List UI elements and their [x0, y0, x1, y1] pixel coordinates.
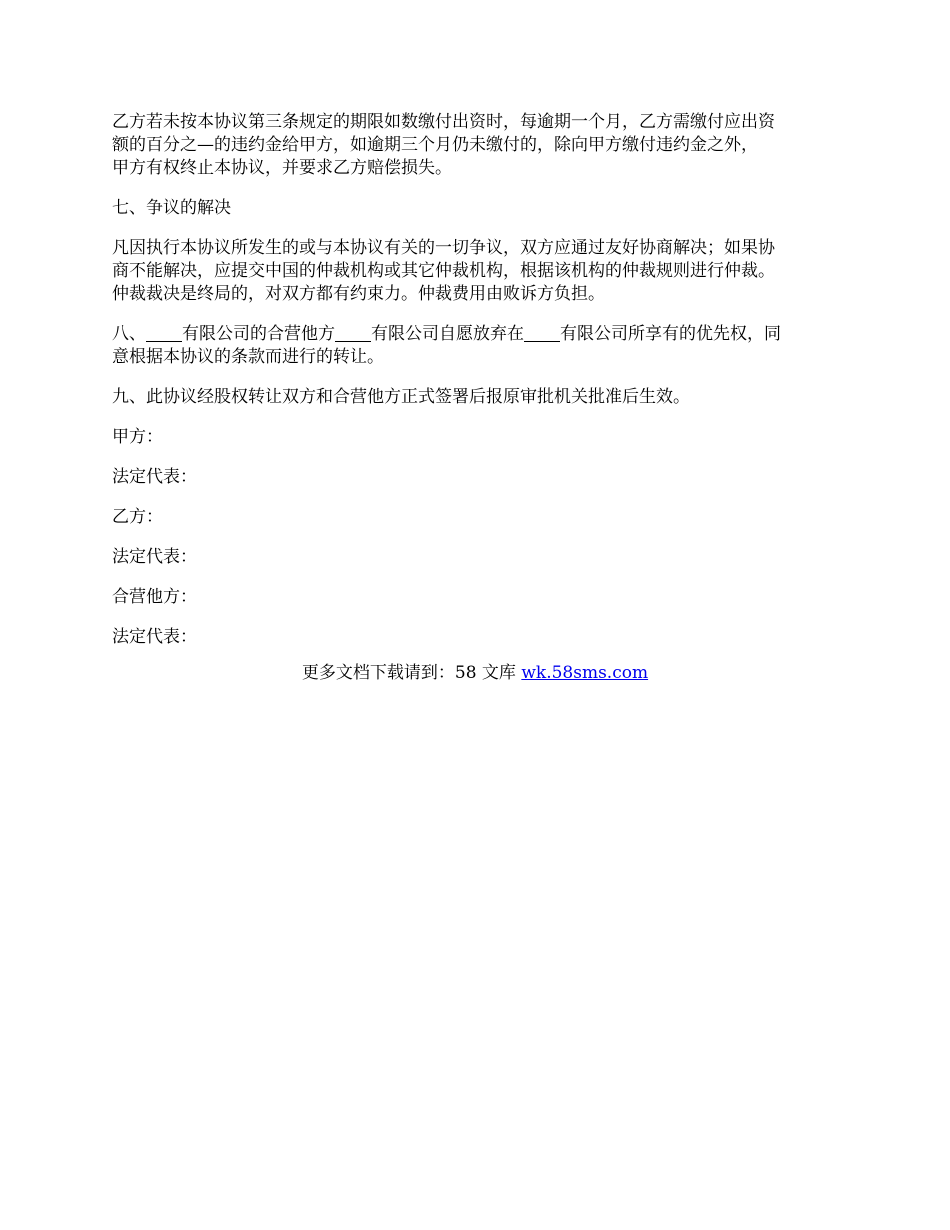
dispute-line-2: 商不能解决，应提交中国的仲裁机构或其它仲裁机构，根据该机构的仲裁规则进行仲裁。 [112, 261, 775, 281]
party-a-rep-label: 法定代表： [112, 467, 197, 487]
blank-underline [146, 324, 182, 342]
section-9-paragraph: 九、此协议经股权转让双方和合营他方正式签署后报原审批机关批准后生效。 [112, 387, 690, 407]
penalty-line-3: 甲方有权终止本协议，并要求乙方赔偿损失。 [112, 158, 452, 178]
party-a-label: 甲方： [112, 427, 163, 447]
footer-text: 更多文档下载请到：58 文库 [301, 663, 522, 683]
dispute-line-3: 仲裁裁决是终局的，对双方都有约束力。仲裁费用由败诉方负担。 [112, 284, 605, 304]
section-8-line-2: 意根据本协议的条款而进行的转让。 [112, 347, 384, 367]
party-b-label: 乙方： [112, 507, 163, 527]
dispute-paragraph [112, 237, 840, 306]
blank-underline [335, 324, 371, 342]
section-7-heading: 七、争议的解决 [112, 198, 231, 218]
jv-party-label: 合营他方： [112, 587, 197, 607]
section-8-part-3: 有限公司所享有的优先权，同 [560, 324, 781, 344]
footer-link[interactable]: wk.58sms.com [521, 663, 649, 683]
penalty-line-1: 乙方若未按本协议第三条规定的期限如数缴付出资时，每逾期一个月，乙方需缴付应出资 [112, 112, 775, 132]
section-8-part-2: 有限公司自愿放弃在 [371, 324, 524, 344]
blank-underline [524, 324, 560, 342]
document-body [112, 111, 840, 666]
section-8-paragraph [112, 323, 840, 369]
download-footer [0, 662, 950, 685]
party-b-rep-label: 法定代表： [112, 547, 197, 567]
penalty-paragraph [112, 111, 840, 180]
section-8-prefix: 八、 [112, 324, 146, 344]
dispute-line-1: 凡因执行本协议所发生的或与本协议有关的一切争议，双方应通过友好协商解决；如果协 [112, 238, 775, 258]
section-8-line-1 [112, 323, 840, 346]
jv-party-rep-label: 法定代表： [112, 627, 197, 647]
section-8-part-1: 有限公司的合营他方 [182, 324, 335, 344]
penalty-line-2: 额的百分之—的违约金给甲方，如逾期三个月仍未缴付的，除向甲方缴付违约金之外， [112, 135, 758, 155]
